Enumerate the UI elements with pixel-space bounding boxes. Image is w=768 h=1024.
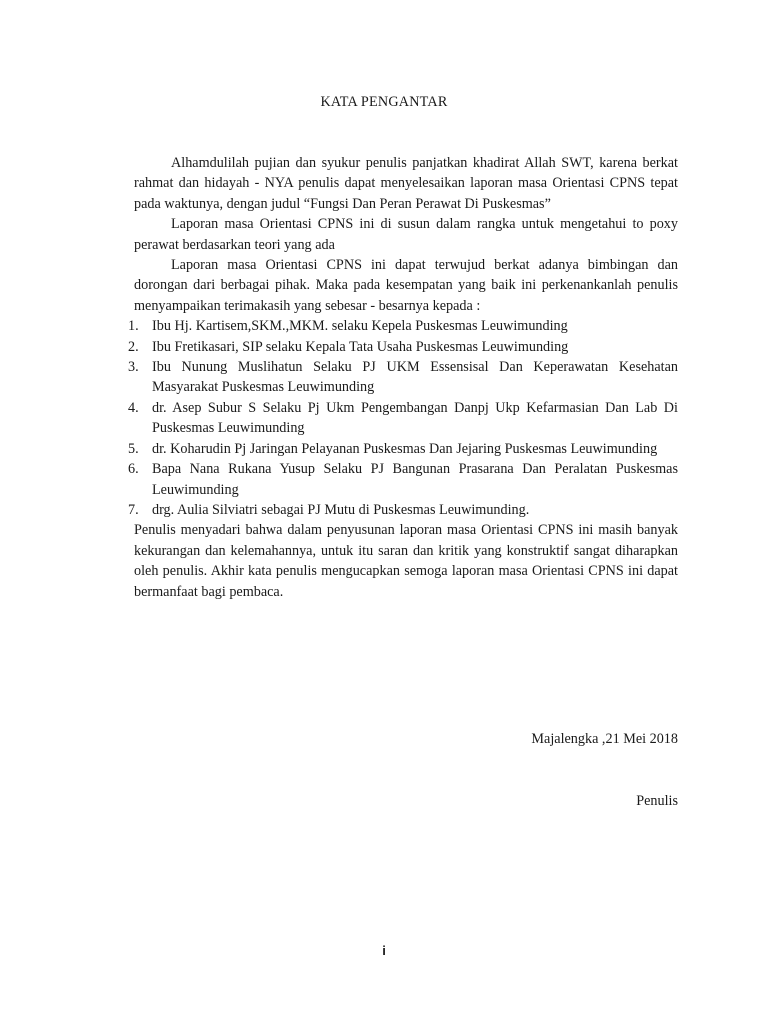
list-number: 1. (128, 318, 139, 335)
list-item (128, 316, 678, 336)
list-text: Ibu Nunung Muslihatun Selaku PJ UKM Essensisal Dan Keperawatan Kesehatan Masyarakat Puskesmas Leuwimunding (152, 359, 678, 396)
list-item (128, 500, 678, 520)
list-text: dr. Koharudin Pj Jaringan Pelayanan Puskesmas Dan Jejaring Puskesmas Leuwimunding (152, 440, 658, 457)
document-body (128, 153, 678, 602)
list-text: Ibu Fretikasari, SIP selaku Kepala Tata Usaha Puskesmas Leuwimunding (152, 338, 569, 355)
list-number: 4. (128, 399, 139, 416)
list-item (128, 459, 678, 500)
paragraph-purpose: Laporan masa Orientasi CPNS ini di susun dalam rangka untuk mengetahui to poxy perawat berdasarkan teori yang ada (134, 216, 678, 253)
paragraph-thanks: Laporan masa Orientasi CPNS ini dapat terwujud berkat adanya bimbingan dan dorongan dari berbagai pihak. Maka pada kesempatan yang baik ini perkenankanlah penulis menyampaikan terimakasih yang sebesar - besarnya kepada : (134, 257, 678, 314)
list-item (128, 398, 678, 439)
signer-name: Penulis (636, 793, 678, 809)
page-number: i (382, 943, 386, 958)
list-number: 6. (128, 461, 139, 478)
page-title: KATA PENGANTAR (320, 94, 448, 110)
list-text: Bapa Nana Rukana Yusup Selaku PJ Bangunan Prasarana Dan Peralatan Puskesmas Leuwimunding (152, 461, 678, 498)
list-text: drg. Aulia Silviatri sebagai PJ Mutu di Puskesmas Leuwimunding. (152, 501, 530, 518)
list-number: 3. (128, 359, 139, 376)
list-number: 7. (128, 501, 139, 518)
acknowledgement-list (128, 316, 678, 520)
list-text: Ibu Hj. Kartisem,SKM.,MKM. selaku Kepela Puskesmas Leuwimunding (152, 318, 568, 335)
list-number: 5. (128, 440, 139, 457)
list-item (128, 439, 678, 459)
list-item (128, 337, 678, 357)
paragraph-intro: Alhamdulilah pujian dan syukur penulis panjatkan khadirat Allah SWT, karena berkat rahmat dan hidayah - NYA penulis dapat menyelesaikan laporan masa Orientasi CPNS tepat pada waktunya, dengan judul “Fungsi Dan Peran Perawat Di Puskesmas” (134, 155, 678, 212)
paragraph-closing: Penulis menyadari bahwa dalam penyusunan laporan masa Orientasi CPNS ini masih banyak kekurangan dan kelemahannya, untuk itu saran dan kritik yang konstruktif sangat diharapkan oleh penulis. Akhir kata penulis mengucapkan semoga laporan masa Orientasi CPNS ini dapat bermanfaat bagi pembaca. (134, 522, 678, 600)
list-number: 2. (128, 338, 139, 355)
list-text: dr. Asep Subur S Selaku Pj Ukm Pengembangan Danpj Ukp Kefarmasian Dan Lab Di Puskesmas Leuwimunding (152, 399, 678, 437)
place-date: Majalengka ,21 Mei 2018 (531, 731, 678, 747)
list-item (128, 357, 678, 398)
